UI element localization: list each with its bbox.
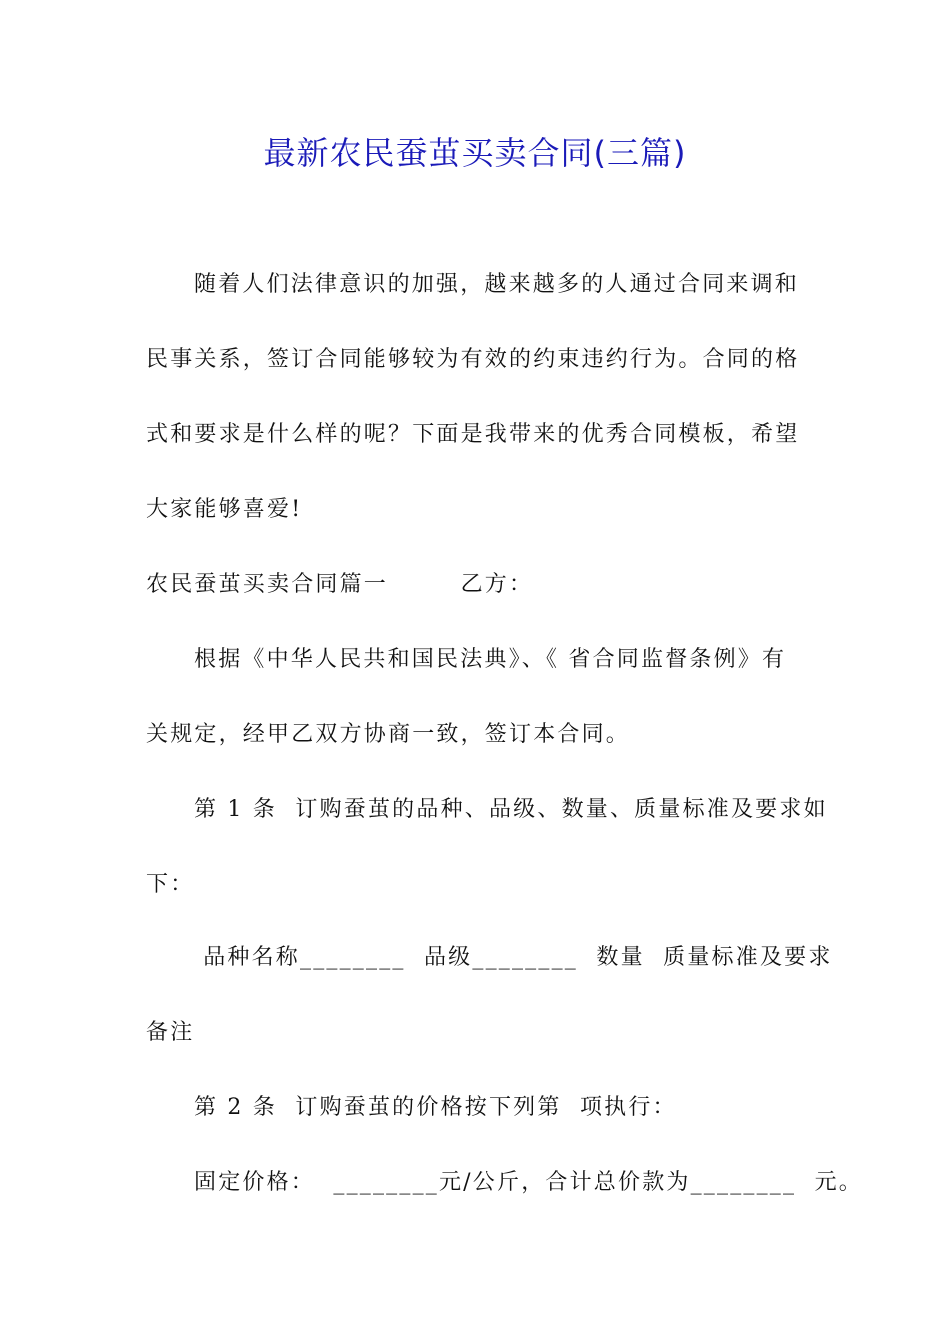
intro-line-1: 随着人们法律意识的加强，越来越多的人通过合同来调和: [194, 272, 800, 297]
article-2-line-1: 第 2 条 订购蚕茧的价格按下列第 项执行：: [194, 1095, 677, 1120]
intro-line-2: 民事关系，签订合同能够较为有效的约束违约行为。合同的格: [146, 347, 800, 372]
article-1-line-1: 第 1 条 订购蚕茧的品种、品级、数量、质量标准及要求如: [194, 797, 828, 822]
article-1-remark: 备注: [146, 1020, 195, 1045]
intro-line-4: 大家能够喜爱!: [146, 497, 303, 522]
article-2-price: 固定价格： ________元/公斤，合计总价款为________ 元。: [194, 1170, 863, 1195]
basis-line-2: 关规定，经甲乙双方协商一致，签订本合同。: [146, 722, 631, 747]
section-heading: 农民蚕茧买卖合同篇一 乙方：: [146, 572, 534, 597]
basis-line-1: 根据《中华人民共和国民法典》、《 省合同监督条例》有: [194, 647, 787, 672]
document-title: 最新农民蚕茧买卖合同(三篇): [263, 134, 687, 172]
article-1-fields: 品种名称________ 品级________ 数量 质量标准及要求: [194, 945, 833, 970]
article-1-line-2: 下：: [146, 872, 195, 897]
intro-line-3: 式和要求是什么样的呢？下面是我带来的优秀合同模板，希望: [146, 422, 800, 447]
